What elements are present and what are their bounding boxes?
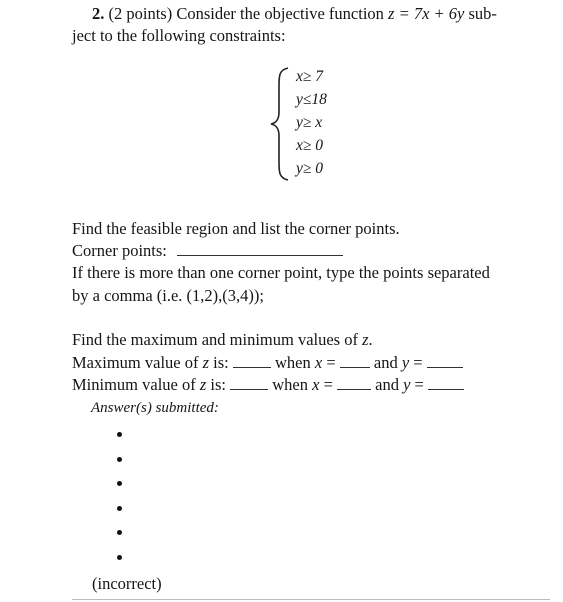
min-x-eq: = [323, 375, 333, 394]
min-is: is: [210, 375, 226, 394]
max-is: is: [213, 353, 229, 372]
max-y-blank [427, 354, 463, 368]
max-row [72, 353, 463, 373]
answers-heading: Answer(s) submitted: [91, 400, 219, 416]
constraint-4: x≥ 0 [296, 137, 324, 154]
max-y: y [401, 353, 410, 372]
min-label: Minimum value of [72, 375, 196, 394]
answer-bullet [117, 506, 122, 511]
region-note-1: If there is more than one corner point, type the points separated [72, 263, 490, 282]
min-when: when [272, 375, 308, 394]
min-value-blank [230, 376, 268, 390]
min-x: x [312, 375, 320, 394]
extrema-instruction-row [72, 330, 373, 350]
corner-points-row [72, 241, 343, 261]
left-brace [268, 66, 290, 182]
min-y: y [403, 375, 411, 394]
max-z: z [202, 353, 210, 372]
max-x-eq: = [326, 353, 336, 372]
answer-status: (incorrect) [92, 574, 162, 593]
answer-bullet [117, 530, 122, 535]
corner-points-blank [177, 242, 343, 256]
min-z: z [199, 375, 207, 394]
problem-intro-end: sub- [468, 4, 497, 23]
extrema-instruction: Find the maximum and minimum values of [72, 330, 358, 349]
max-y-eq: = [413, 353, 423, 372]
extrema-period: . [368, 330, 373, 349]
corner-points-label: Corner points: [72, 241, 167, 260]
constraint-5: y≥ 0 [296, 160, 324, 177]
constraint-2: y≤18 [296, 91, 327, 108]
extrema-var: z [362, 330, 369, 349]
answer-bullet [117, 481, 122, 486]
min-row [72, 375, 464, 395]
problem-line2: ject to the following constraints: [72, 26, 286, 45]
max-x-blank [340, 354, 370, 368]
max-and: and [373, 353, 398, 372]
max-label: Maximum value of [72, 353, 199, 372]
problem-points: (2 points) [108, 4, 173, 23]
objective-function: z = 7x + 6y [388, 4, 465, 23]
max-when: when [275, 353, 311, 372]
region-note-2: by a comma (i.e. (1,2),(3,4)); [72, 286, 264, 305]
problem-intro: Consider the objective function [176, 4, 384, 23]
max-x: x [314, 353, 323, 372]
problem-number: 2. [92, 4, 105, 23]
constraint-3: y≥ x [296, 114, 323, 131]
min-y-eq: = [414, 375, 424, 394]
min-and: and [375, 375, 399, 394]
region-instruction: Find the feasible region and list the corner points. [72, 219, 400, 238]
min-y-blank [428, 376, 464, 390]
constraint-1: x≥ 7 [296, 68, 324, 85]
answer-bullet [117, 432, 122, 437]
answer-bullet [117, 555, 122, 560]
bottom-divider [72, 599, 550, 600]
problem-header [92, 4, 497, 24]
answer-bullet [117, 457, 122, 462]
max-value-blank [233, 354, 271, 368]
min-x-blank [337, 376, 371, 390]
